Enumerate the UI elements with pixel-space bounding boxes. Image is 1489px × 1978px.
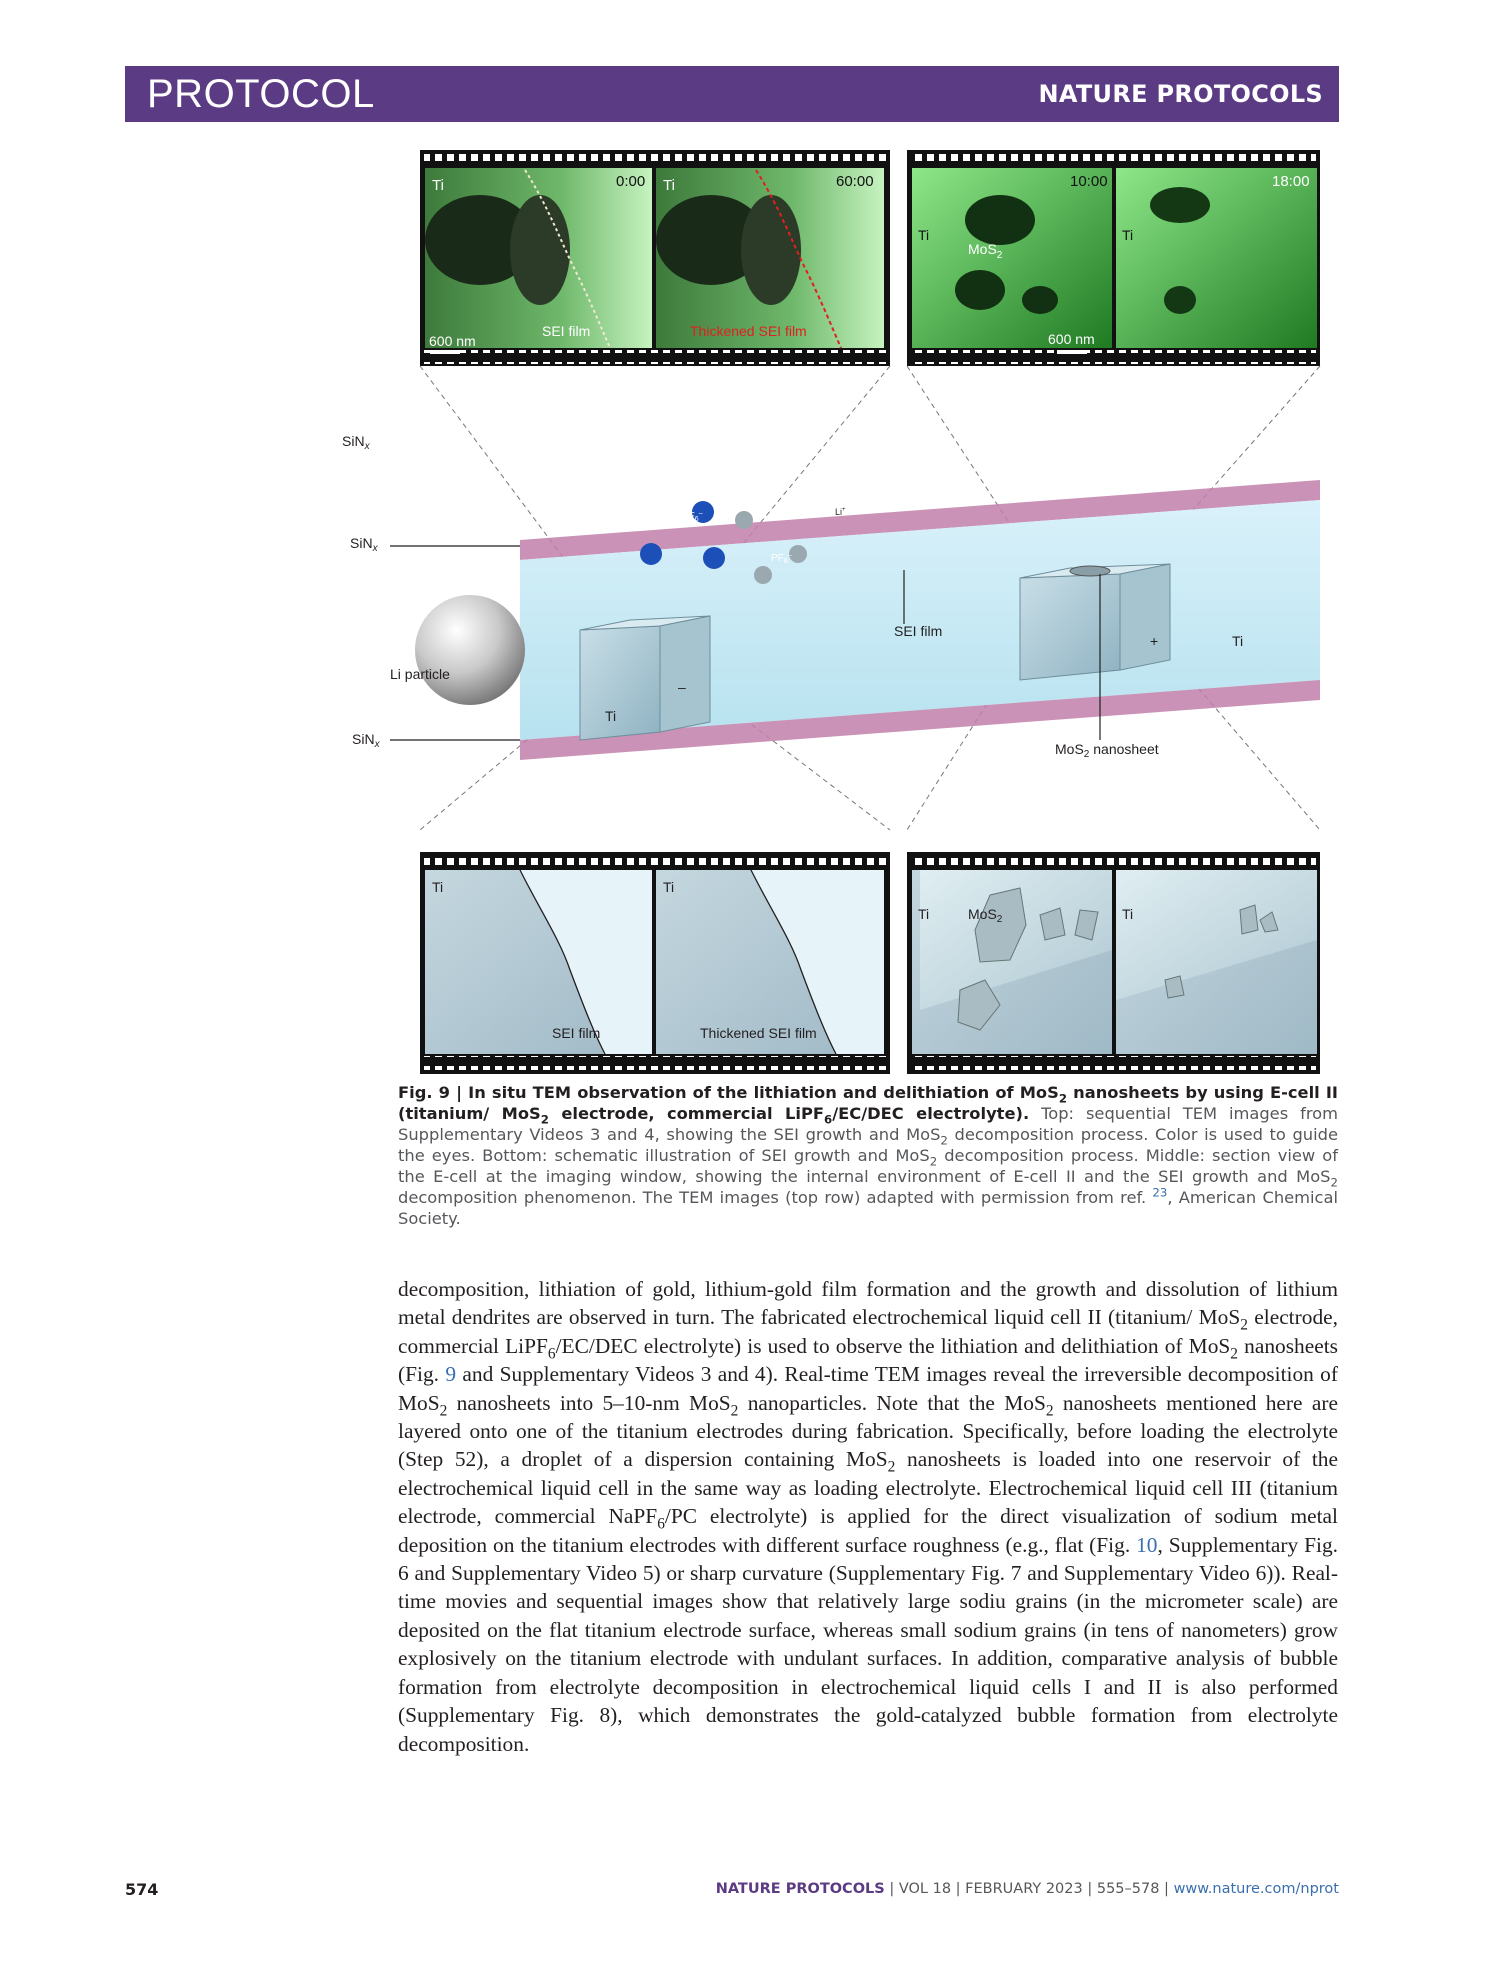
scale-bar xyxy=(430,350,460,354)
figure-9 xyxy=(342,150,1320,1075)
tem-strip-sei xyxy=(420,150,890,366)
separator: | xyxy=(884,1881,899,1897)
li-particle xyxy=(415,595,525,705)
scale-bar xyxy=(1057,350,1087,354)
body-text: , Supplementary Fig. 6 and Supplementary Video 5) or sharp curvature (Supplementary Fig. 7 and Supplementary Video 6)). Real-time movies and sequential images show that relatively large sodiu grains (in the micrometer scale) are deposited on the flat titanium electrode surface, whereas small sodium grains (in tens of nanometers) grow explosively on the titanium electrode with undulant surfaces. In addition, comparative analysis of bubble formation from electrolyte decomposition in electrochemical liquid cells I and II is also performed (Supplementary Fig. 8), which demonstrates the gold-catalyzed bubble formation from electrolyte decomposition. xyxy=(398,1532,1339,1756)
caption-title: electrode, commercial LiPF xyxy=(548,1104,825,1123)
label-ti: Ti xyxy=(1122,906,1134,922)
figure-link[interactable]: 9 xyxy=(445,1362,457,1387)
body-text: nanosheets mentioned here are layered onto one of the titanium electrodes during fabrication. Specifically, before loading the electrolyte (Step 52), a droplet of a dispersion containing MoS xyxy=(398,1390,1338,1472)
page-header xyxy=(125,66,1339,122)
thickened-sei-label: Thickened SEI film xyxy=(700,1025,817,1041)
li-ion-label: Li+ xyxy=(835,507,846,517)
subscript: 2 xyxy=(730,1401,739,1419)
subscript: 6 xyxy=(657,1515,665,1533)
caption-title: /EC/DEC electrolyte). xyxy=(832,1104,1030,1123)
sinx-bottom-label: SiN$_x$ xyxy=(352,731,380,750)
label-ti: Ti xyxy=(663,177,675,194)
ti-left-label: Ti xyxy=(605,708,617,724)
sei-film-label: SEI film xyxy=(542,323,591,339)
figure-caption xyxy=(398,1082,1338,1229)
body-text: nanosheets is loaded into one reservoir of the electrochemical liquid cell in the same way as loading electrolyte. Electrochemical liquid cell III (titanium electrode, commercial NaPF xyxy=(398,1447,1338,1529)
time-label: 60:00 xyxy=(836,173,874,190)
subscript: 2 xyxy=(1058,1091,1067,1106)
footer-pages: 555–578 xyxy=(1096,1881,1160,1897)
body-text: nanosheets (Fig. xyxy=(398,1333,1338,1387)
subscript: 2 xyxy=(1240,1316,1248,1334)
sinx-top-label2: SiN$_x$ xyxy=(350,535,378,554)
separator: | xyxy=(951,1881,966,1897)
li-particle-label: Li particle xyxy=(390,666,450,682)
sei-film-label: SEI film xyxy=(552,1025,601,1041)
schematic-strip-mos2 xyxy=(907,852,1320,1074)
time-label: 18:00 xyxy=(1272,173,1310,190)
label-ti: Ti xyxy=(432,879,444,895)
section-label: PROTOCOL xyxy=(147,72,375,116)
caption-text: , American Chemical Society. xyxy=(398,1188,1338,1228)
body-text: nanosheets into 5–10-nm MoS xyxy=(447,1390,731,1415)
footer-journal: NATURE PROTOCOLS xyxy=(715,1881,885,1897)
label-ti: Ti xyxy=(663,879,675,895)
reference-link[interactable]: 23 xyxy=(1152,1185,1168,1200)
subscript: 6 xyxy=(547,1345,556,1363)
schematic-strip-sei xyxy=(420,852,890,1074)
subscript: 2 xyxy=(940,1133,948,1148)
body-text: nanoparticles. Note that the MoS xyxy=(738,1390,1046,1415)
sinx-top: SiN$_x$ xyxy=(342,433,370,452)
caption-title: Fig. 9 | In situ TEM observation of the lithiation and delithiation of MoS xyxy=(398,1083,1059,1102)
ti-right-label: Ti xyxy=(1232,633,1244,649)
subscript: 2 xyxy=(439,1401,448,1419)
subscript: 2 xyxy=(1330,1175,1338,1190)
body-paragraph xyxy=(398,1275,1338,1758)
mos2-nanosheet-label: MoS$_2$ nanosheet xyxy=(1055,741,1159,760)
footer-citation xyxy=(716,1881,1339,1897)
pf6-label: $PF_6^-$ xyxy=(771,552,792,565)
label-ti: Ti xyxy=(918,227,930,243)
time-label: 0:00 xyxy=(616,173,646,190)
sei-film-label: SEI film xyxy=(894,623,943,639)
body-text: /EC/DEC electrolyte) is used to observe the lithiation and delithiation of MoS xyxy=(555,1333,1231,1358)
journal-name: NATURE PROTOCOLS xyxy=(1038,80,1323,108)
label-mos2: MoS$_2$ xyxy=(968,241,1003,261)
thickened-sei-label: Thickened SEI film xyxy=(690,323,807,339)
footer-url[interactable]: www.nature.com/nprot xyxy=(1173,1881,1339,1897)
body-text: /PC electrolyte) is applied for the direct visualization of sodium metal deposition on the titanium electrodes with different surface roughness (e.g., flat (Fig. xyxy=(398,1504,1338,1557)
label-ti: Ti xyxy=(1122,227,1134,243)
footer-date: FEBRUARY 2023 xyxy=(965,1881,1083,1897)
label-ti: Ti xyxy=(432,177,444,194)
label-ti: Ti xyxy=(918,906,930,922)
caption-text: decomposition process. Middle: section view of the E-cell at the imaging window, showing the internal environment of E-cell II and the SEI growth and MoS xyxy=(398,1146,1338,1186)
subscript: 6 xyxy=(824,1112,833,1127)
caption-text: decomposition process. Color is used to guide the eyes. Bottom: schematic illustration of SEI growth and MoS xyxy=(398,1125,1338,1165)
pf6-label: $PF_6^-$ xyxy=(682,510,703,523)
caption-text: Top: sequential TEM images from Supplementary Videos 3 and 4, showing the SEI growth and MoS xyxy=(398,1104,1338,1144)
label-mos2: MoS$_2$ xyxy=(968,906,1003,925)
caption-title: nanosheets by using E-cell II (titanium/ MoS xyxy=(398,1083,1338,1123)
body-text: electrode, commercial LiPF xyxy=(398,1305,1338,1358)
subscript: 2 xyxy=(887,1458,896,1476)
body-text: and Supplementary Videos 3 and 4). Real-time TEM images reveal the irreversible decomposition of MoS xyxy=(398,1362,1338,1415)
figure-link[interactable]: 10 xyxy=(1136,1532,1158,1557)
plus-label: + xyxy=(1150,633,1159,649)
caption-text: decomposition phenomenon. The TEM images (top row) adapted with permission from ref. xyxy=(398,1188,1153,1207)
time-label: 10:00 xyxy=(1070,173,1108,190)
scale-bar-label: 600 nm xyxy=(429,333,476,349)
body-text: decomposition, lithiation of gold, lithium-gold film formation and the growth and dissolution of lithium metal dendrites are observed in turn. The fabricated electrochemical liquid cell II (titanium/ MoS xyxy=(398,1277,1338,1330)
subscript: 2 xyxy=(1045,1401,1054,1419)
page-number: 574 xyxy=(125,1880,159,1899)
separator: | xyxy=(1159,1881,1174,1897)
subscript: 2 xyxy=(540,1112,549,1127)
separator: | xyxy=(1082,1881,1097,1897)
ecell-schematic xyxy=(342,433,1320,760)
tem-strip-mos2 xyxy=(907,150,1320,366)
subscript: 2 xyxy=(929,1154,938,1169)
minus-label: – xyxy=(678,679,686,695)
scale-bar-label: 600 nm xyxy=(1048,331,1095,347)
footer-volume: VOL 18 xyxy=(898,1881,952,1897)
subscript: 2 xyxy=(1230,1345,1238,1363)
